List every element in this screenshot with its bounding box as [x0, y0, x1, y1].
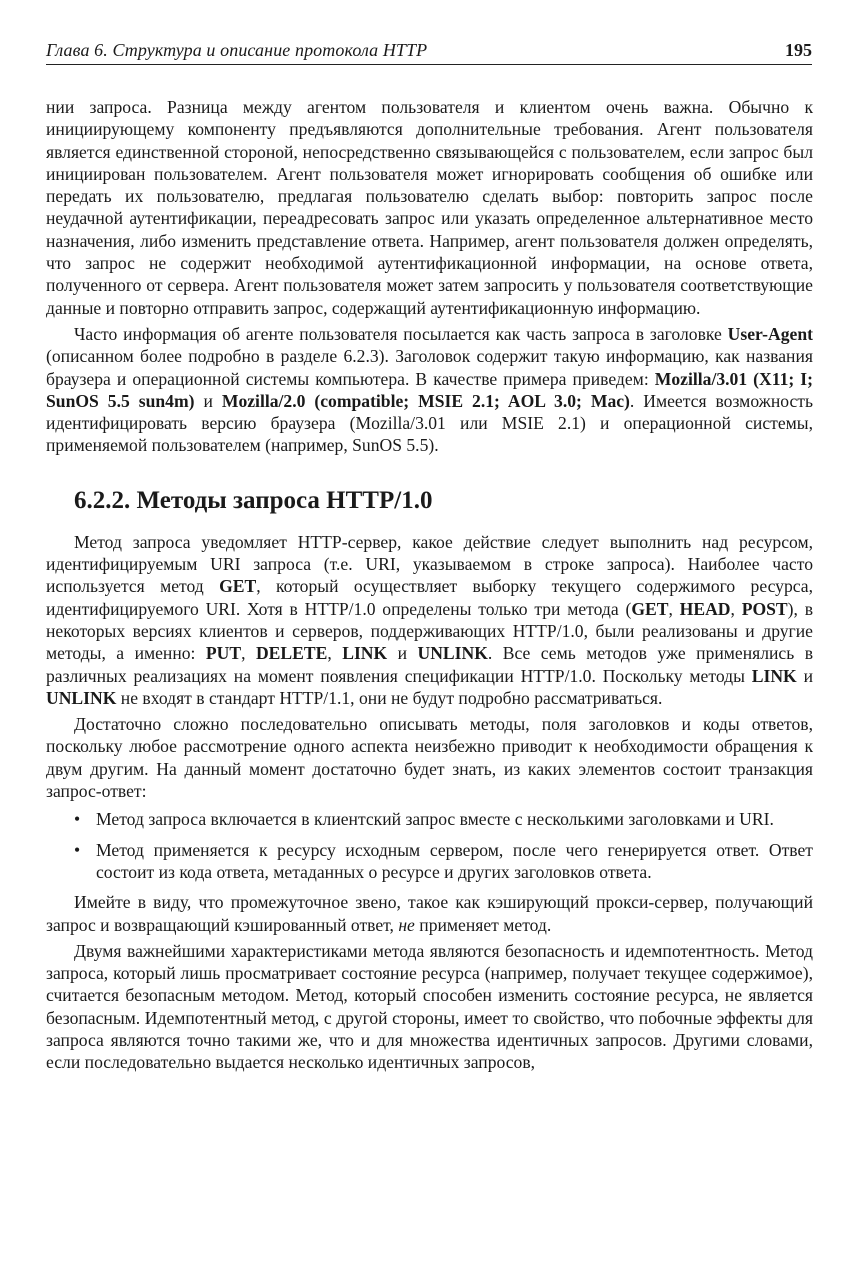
bold-term: GET	[631, 598, 669, 619]
text-span: ,	[241, 643, 256, 664]
text-span: , который осуществляет выборку текущего содержимого ресурса, идентифицируемого URI. Хотя в HTTP/1.0 определены только три метода (	[46, 576, 813, 619]
text-span: . Все семь методов уже применялись в различных реализациях на момент появления спецификации HTTP/1.0. Поскольку методы	[46, 643, 814, 686]
text-span: не входят в стандарт HTTP/1.1, они не будут подробно рассматриваться.	[116, 687, 663, 708]
page-number: 195	[785, 40, 812, 60]
chapter-title: Глава 6. Структура и описание протокола HTTP	[46, 40, 428, 60]
text-span: и	[194, 390, 222, 411]
bold-term: Mozilla/2.0 (compatible; MSIE 2.1; AOL 3.0; Mac)	[221, 390, 630, 411]
bold-term: LINK	[342, 643, 388, 664]
bold-term: HEAD	[679, 598, 731, 619]
page-body	[46, 96, 813, 1078]
text-span: ,	[327, 643, 343, 664]
list-item	[46, 839, 813, 884]
bold-term: POST	[741, 598, 788, 619]
bold-term: GET	[219, 576, 257, 597]
italic-term: не	[398, 914, 415, 935]
list-item	[46, 808, 813, 830]
bold-term: DELETE	[255, 643, 328, 664]
text-span: (описанном более подробно в разделе 6.2.3). Заголовок содержит такую информацию, как названия браузера и операционной системы компьютера. В качестве примера приведем:	[46, 346, 813, 389]
text-span: ,	[668, 598, 680, 619]
bullet-list	[46, 808, 813, 883]
text-span: и	[387, 643, 418, 664]
paragraph-6: Двумя важнейшими характеристиками метода являются безопасность и идемпотентность. Метод запроса, который лишь просматривает состояние ресурса (например, получает текущее содержимое), считается безопасным методом. Метод, который способен изменить состояние ресурса, не является безопасным. Идемпотентный метод, с другой стороны, имеет то свойство, что побочные эффекты для запроса являются точно такими же, что и для множества идентичных запросов. Другими словами, если последовательно выдается несколько идентичных запросов,	[46, 940, 813, 1073]
bold-term: PUT	[205, 643, 242, 664]
text-span: Метод запроса уведомляет HTTP-сервер, какое действие следует выполнить над ресурсом, идентифицируемым URI запроса (т.е. URI, указываемом в строке запроса). Наиболее часто используется метод	[46, 531, 813, 597]
bold-term: Mozilla/3.01 (X11; I; SunOS 5.5 sun4m)	[46, 368, 813, 411]
text-span: ,	[730, 598, 742, 619]
bullet-icon: •	[74, 809, 81, 830]
text-span: Часто информация об агенте пользователя посылается как часть запроса в заголовке	[74, 323, 728, 344]
paragraph-5	[46, 891, 813, 936]
bold-term: LINK	[751, 665, 797, 686]
section-heading: 6.2.2. Методы запроса HTTP/1.0	[74, 486, 433, 514]
paragraph-3	[46, 531, 813, 709]
bullet-icon: •	[74, 839, 81, 860]
running-header	[46, 38, 812, 65]
text-span: . Имеется возможность идентифицировать версию браузера (Mozilla/3.01 или MSIE 2.1) и операционной системы, применяемой пользователем (например, SunOS 5.5).	[46, 390, 814, 456]
paragraph-1: нии запроса. Разница между агентом пользователя и клиентом очень важна. Обычно к инициирующему компоненту предъявляются дополнительные требования. Агент пользователя является единственной стороной, непосредственно связывающейся с пользователем, если запрос был инициирован пользователем. Агент пользователя может игнорировать сообщения об ошибке или передать их пользователю, предлагая пользователю сделать выбор: повторить запрос после неудачной аутентификации, переадресовать запрос или указать определенное альтернативное место назначения, либо изменить представление ответа. Например, агент пользователя должен определять, что запрос не содержит необходимой аутентификационной информации, на основе ответа, полученного от сервера. Агент пользователя может затем запросить у пользователя соответствующие данные и повторно отправить запрос, содержащий аутентификационную информацию.	[46, 97, 813, 318]
bold-term: UNLINK	[417, 643, 488, 664]
list-item-text: Метод запроса включается в клиентский запрос вместе с несколькими заголовками и URI.	[96, 809, 774, 830]
paragraph-2	[46, 323, 813, 457]
text-span: Имейте в виду, что промежуточное звено, такое как кэширующий прокси-сервер, получающий запрос и возвращающий кэшированный ответ,	[46, 892, 813, 935]
text-span: ), в некоторых версиях клиентов и серверов, поддерживающих HTTP/1.0, были реализованы и другие методы, а именно:	[46, 598, 814, 664]
bold-term: User-Agent	[727, 323, 813, 344]
paragraph-4: Достаточно сложно последовательно описывать методы, поля заголовков и коды ответов, поскольку любое рассмотрение одного аспекта неизбежно приводит к необходимости обращения к двум другим. На данный момент достаточно будет знать, из каких элементов состоит транзакция запрос-ответ:	[46, 714, 813, 802]
text-span: и	[796, 665, 813, 686]
text-span: применяет метод.	[414, 914, 552, 935]
list-item-text: Метод применяется к ресурсу исходным сервером, после чего генерируется ответ. Ответ состоит из кода ответа, метаданных о ресурсе и других заголовков ответа.	[96, 839, 813, 882]
bold-term: UNLINK	[46, 687, 117, 708]
